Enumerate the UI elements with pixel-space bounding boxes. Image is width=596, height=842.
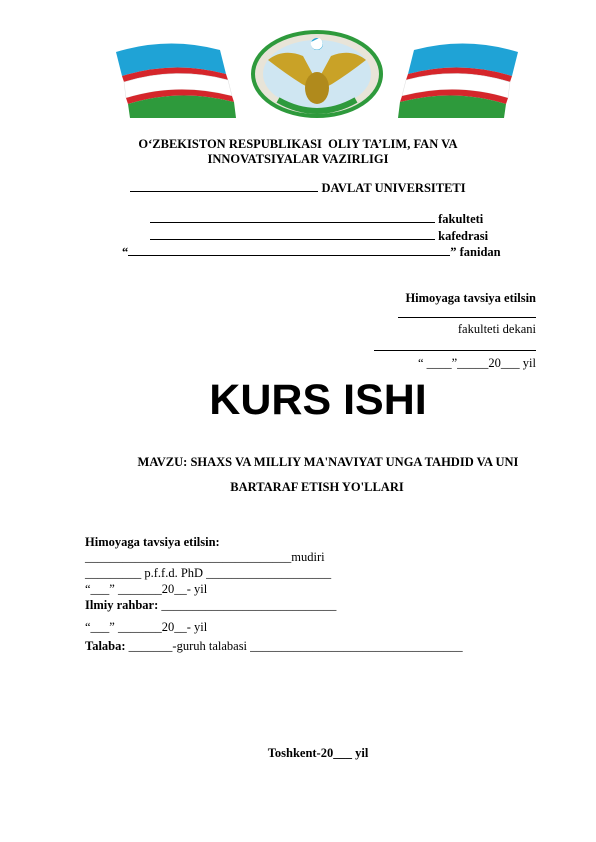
faculty-line bbox=[150, 211, 483, 227]
topic-line-1: MAVZU: SHAXS VA MILLIY MA'NAVIYAT UNGA TAHDID VA UNI bbox=[137, 455, 519, 469]
document-title: KURS ISHI bbox=[209, 376, 427, 424]
advisor-line bbox=[85, 598, 336, 613]
subject-blank bbox=[128, 244, 450, 256]
topic-line-2: BARTARAF ETISH YO'LLARI bbox=[230, 480, 404, 494]
date-line-2: “___” _______20__- yil bbox=[85, 620, 208, 634]
advisor-label: Ilmiy rahbar: bbox=[85, 598, 159, 612]
city-year: Toshkent-20___ yil bbox=[267, 746, 369, 760]
approval-top-date: “ ____”_____20___ yil bbox=[417, 356, 536, 370]
dean-signature-blank bbox=[398, 305, 536, 318]
faculty-label: fakulteti bbox=[438, 212, 484, 226]
approval-bottom-heading: Himoyaga tavsiya etilsin: bbox=[85, 535, 220, 549]
student-text: _______-guruh talabasi __________________________________ bbox=[125, 639, 463, 653]
advisor-blank: ____________________________ bbox=[161, 598, 337, 612]
approval-top-heading: Himoyaga tavsiya etilsin bbox=[405, 291, 536, 305]
university-label: DAVLAT UNIVERSITETI bbox=[321, 181, 466, 195]
department-label: kafedrasi bbox=[438, 229, 489, 243]
subject-open-quote: “ bbox=[122, 245, 129, 259]
faculty-blank bbox=[150, 211, 435, 223]
state-emblem bbox=[108, 30, 526, 118]
right-flag-icon bbox=[398, 43, 518, 118]
emblem-icon bbox=[253, 32, 381, 116]
ministry-line-2: INNOVATSIYALAR VAZIRLIGI bbox=[207, 152, 389, 166]
student-label: Talaba: bbox=[85, 639, 126, 653]
department-blank bbox=[150, 228, 435, 240]
subject-line bbox=[122, 244, 501, 260]
ministry-name bbox=[60, 137, 536, 167]
department-line bbox=[150, 228, 488, 244]
subject-label: ” fanidan bbox=[450, 245, 501, 259]
university-line bbox=[60, 180, 536, 196]
degree-line: _________ p.f.f.d. PhD ____________________ bbox=[85, 566, 332, 580]
date-line-1: “___” _______20__- yil bbox=[85, 582, 208, 596]
left-flag-icon bbox=[116, 43, 236, 118]
dean-role: fakulteti dekani bbox=[457, 322, 536, 336]
dean-name-blank bbox=[374, 338, 536, 351]
ministry-line-1: O‘ZBEKISTON RESPUBLIKASI OLIY TA’LIM, FAN VA bbox=[138, 137, 458, 151]
university-blank bbox=[130, 180, 318, 192]
student-line bbox=[85, 639, 463, 654]
head-role-line: _________________________________mudiri bbox=[85, 550, 325, 564]
